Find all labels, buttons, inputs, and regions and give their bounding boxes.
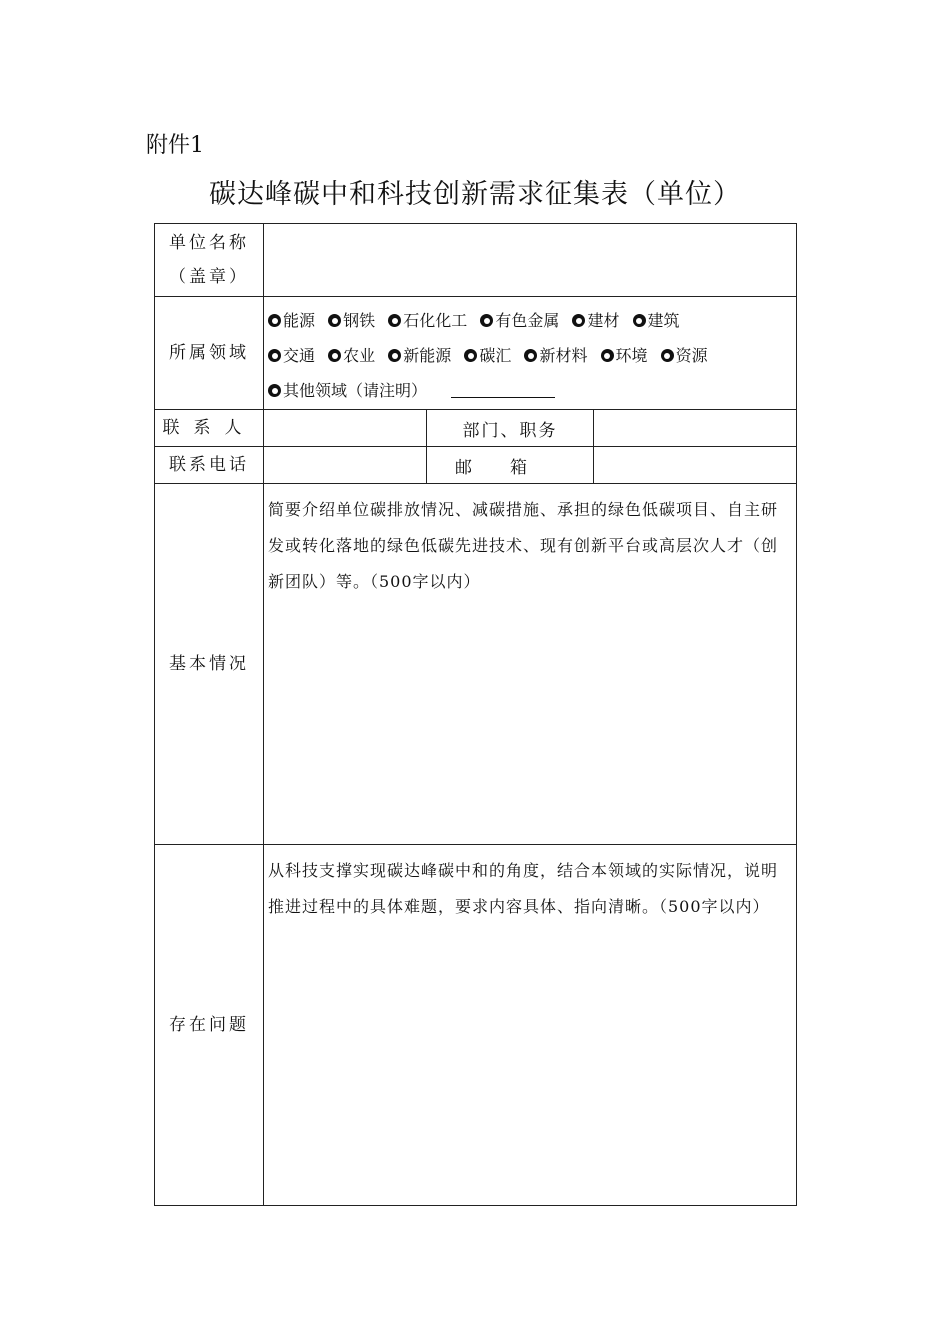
radio-bullet-icon: [480, 314, 493, 327]
dept-label: 部门、职务: [427, 410, 594, 447]
unit-name-label: [155, 224, 264, 297]
radio-bullet-icon: [661, 349, 674, 362]
email-field[interactable]: [594, 447, 797, 484]
option-transport[interactable]: 交通: [268, 338, 315, 373]
field-label: 所属领域: [155, 297, 264, 410]
contact-field[interactable]: [264, 410, 427, 447]
unit-name-field[interactable]: [264, 224, 797, 297]
radio-bullet-icon: [268, 349, 281, 362]
email-label: 邮箱: [427, 447, 594, 484]
field-options-line2: [268, 338, 792, 373]
dept-field[interactable]: [594, 410, 797, 447]
radio-bullet-icon: [388, 314, 401, 327]
basic-hint: 简要介绍单位碳排放情况、减碳措施、承担的绿色低碳项目、自主研发或转化落地的绿色低碳先进技术、现有创新平台或高层次人才（创新团队）等。（500字以内）: [268, 500, 779, 591]
radio-bullet-icon: [328, 349, 341, 362]
option-building-materials[interactable]: 建材: [572, 303, 619, 338]
option-agriculture[interactable]: 农业: [328, 338, 375, 373]
basic-field[interactable]: [264, 484, 797, 845]
attachment-label: 附件1: [146, 133, 204, 158]
problem-label: 存在问题: [155, 845, 264, 1206]
option-new-energy[interactable]: 新能源: [388, 338, 451, 373]
option-new-materials[interactable]: 新材料: [524, 338, 587, 373]
radio-bullet-icon: [268, 314, 281, 327]
option-nonferrous-metal[interactable]: 有色金属: [480, 303, 559, 338]
option-carbon-sink[interactable]: 碳汇: [464, 338, 511, 373]
phone-label: 联系电话: [155, 447, 264, 484]
unit-name-label-line1: 单位名称: [169, 233, 249, 253]
radio-bullet-icon: [524, 349, 537, 362]
phone-field[interactable]: [264, 447, 427, 484]
option-environment[interactable]: 环境: [601, 338, 648, 373]
radio-bullet-icon: [572, 314, 585, 327]
page-title: 碳达峰碳中和科技创新需求征集表（单位）: [209, 179, 741, 210]
contact-label: 联系人: [155, 410, 264, 447]
option-resources[interactable]: 资源: [661, 338, 708, 373]
problem-field[interactable]: [264, 845, 797, 1206]
field-options-line1: [268, 303, 792, 338]
field-options: [264, 297, 797, 410]
option-construction[interactable]: 建筑: [633, 303, 680, 338]
option-steel[interactable]: 钢铁: [328, 303, 375, 338]
radio-bullet-icon: [601, 349, 614, 362]
option-energy[interactable]: 能源: [268, 303, 315, 338]
basic-label: 基本情况: [155, 484, 264, 845]
radio-bullet-icon: [388, 349, 401, 362]
radio-bullet-icon: [633, 314, 646, 327]
radio-bullet-icon: [328, 314, 341, 327]
other-field-blank[interactable]: [451, 375, 555, 398]
radio-bullet-icon: [268, 384, 281, 397]
radio-bullet-icon: [464, 349, 477, 362]
option-other[interactable]: 其他领域（请注明）: [268, 373, 427, 408]
unit-name-label-line2: （盖章）: [169, 267, 249, 287]
problem-hint: 从科技支撑实现碳达峰碳中和的角度，结合本领域的实际情况，说明推进过程中的具体难题，要求内容具体、指向清晰。（500字以内）: [268, 861, 779, 916]
option-petrochemical[interactable]: 石化化工: [388, 303, 467, 338]
field-options-line3: [268, 373, 792, 408]
request-form-table: [154, 223, 797, 1206]
